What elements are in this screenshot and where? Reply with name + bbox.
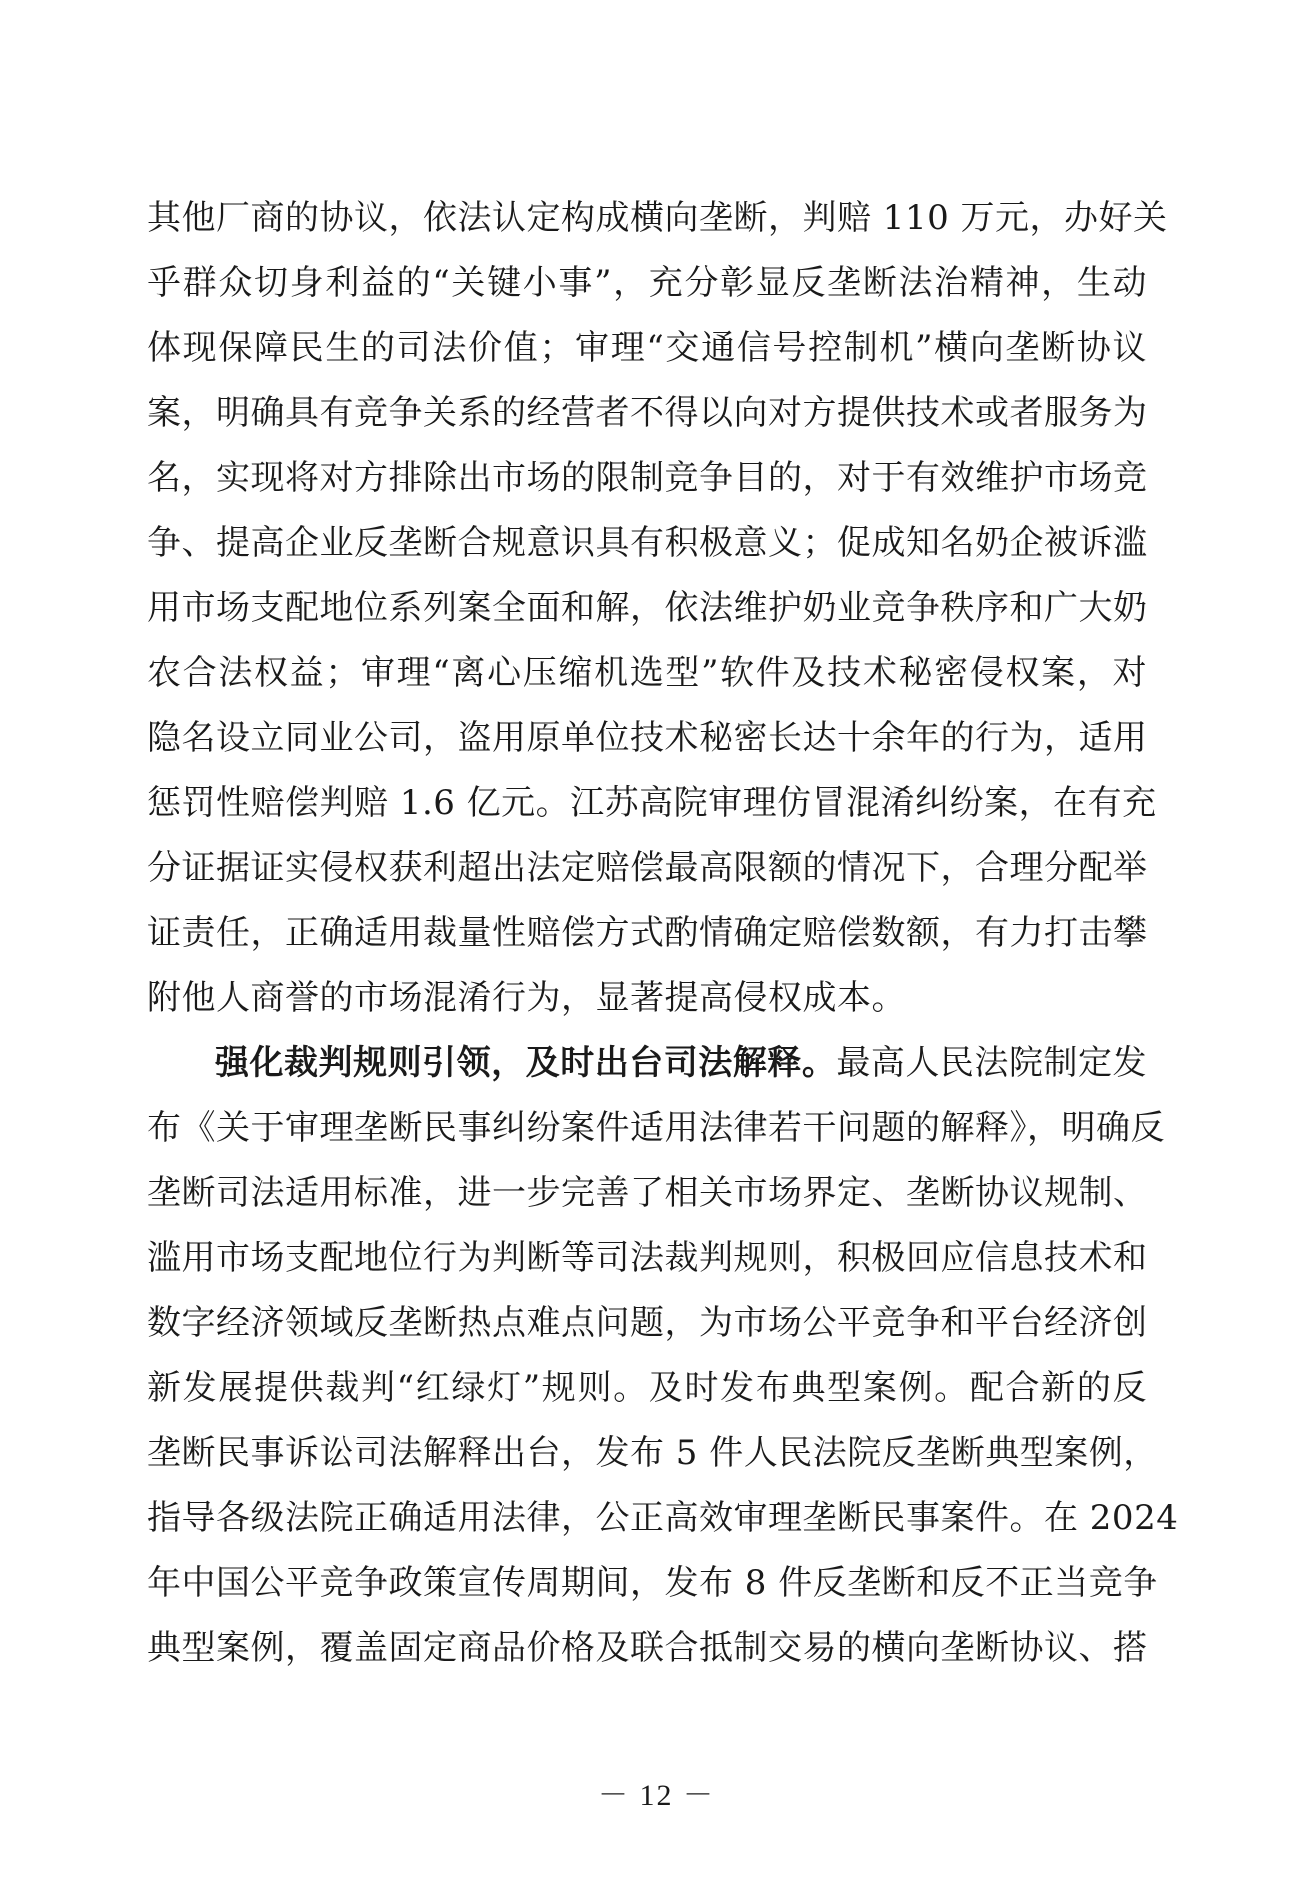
body-text — [147, 186, 1179, 1681]
text-line: 争、提高企业反垄断合规意识具有积极意义；促成知名奶企被诉滥 — [147, 523, 1148, 563]
text-line: 附他人商誉的市场混淆行为，显著提高侵权成本。 — [147, 978, 906, 1018]
text-line: 体现保障民生的司法价值；审理“交通信号控制机”横向垄断协议 — [147, 328, 1147, 368]
paragraph-heading: 强化裁判规则引领，及时出台司法解释。 — [215, 1043, 837, 1083]
text-line: 案，明确具有竞争关系的经营者不得以向对方提供技术或者服务为 — [147, 393, 1148, 433]
page-number: － 12 － — [598, 1779, 715, 1812]
paragraph-2 — [147, 1031, 1179, 1681]
text-line: 指导各级法院正确适用法律，公正高效审理垄断民事案件。在 2024 — [147, 1498, 1179, 1538]
text-line: 惩罚性赔偿判赔 1.6 亿元。江苏高院审理仿冒混淆纠纷案，在有充 — [147, 783, 1157, 823]
text-line: 滥用市场支配地位行为判断等司法裁判规则，积极回应信息技术和 — [147, 1238, 1148, 1278]
text-line: 用市场支配地位系列案全面和解，依法维护奶业竞争秩序和广大奶 — [147, 588, 1148, 628]
text-line: 垄断民事诉讼司法解释出台，发布 5 件人民法院反垄断典型案例， — [147, 1433, 1158, 1473]
text-line: 布《关于审理垄断民事纠纷案件适用法律若干问题的解释》，明确反 — [147, 1108, 1165, 1148]
text-line: 隐名设立同业公司，盗用原单位技术秘密长达十余年的行为，适用 — [147, 718, 1148, 758]
text-line: 新发展提供裁判“红绿灯”规则。及时发布典型案例。配合新的反 — [147, 1368, 1147, 1408]
text-line: 典型案例，覆盖固定商品价格及联合抵制交易的横向垄断协议、搭 — [147, 1628, 1148, 1668]
text-line: 农合法权益；审理“离心压缩机选型”软件及技术秘密侵权案，对 — [147, 653, 1147, 693]
text-line: 乎群众切身利益的“关键小事”，充分彰显反垄断法治精神，生动 — [147, 263, 1147, 303]
first-line-text: 最高人民法院制定发 — [836, 1043, 1148, 1083]
paragraph-first-line — [147, 1031, 1147, 1096]
text-line: 名，实现将对方排除出市场的限制竞争目的，对于有效维护市场竞 — [147, 458, 1148, 498]
text-line: 数字经济领域反垄断热点难点问题，为市场公平竞争和平台经济创 — [147, 1303, 1148, 1343]
text-line: 分证据证实侵权获利超出法定赔偿最高限额的情况下，合理分配举 — [147, 848, 1148, 888]
paragraph-1 — [147, 186, 1168, 1031]
text-line: 证责任，正确适用裁量性赔偿方式酌情确定赔偿数额，有力打击攀 — [147, 913, 1148, 953]
text-line: 其他厂商的协议，依法认定构成横向垄断，判赔 110 万元，办好关 — [147, 198, 1168, 238]
text-line: 垄断司法适用标准，进一步完善了相关市场界定、垄断协议规制、 — [147, 1173, 1148, 1213]
text-line: 年中国公平竞争政策宣传周期间，发布 8 件反垄断和反不正当竞争 — [147, 1563, 1158, 1603]
